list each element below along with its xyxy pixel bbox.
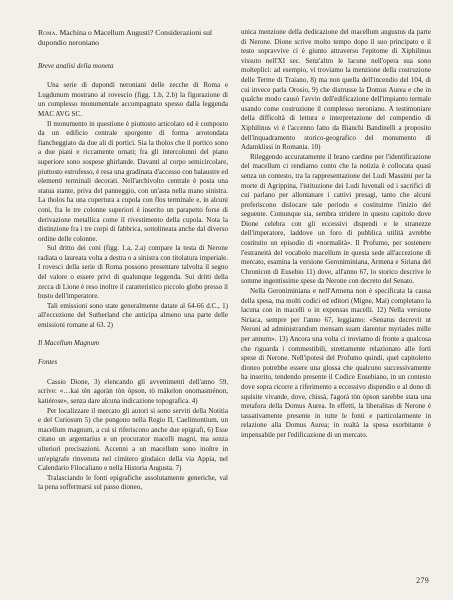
article-title-rest: Machina o Macellum Augusti? Considerazioni sul dupondio neroniano [38,28,213,47]
paragraph-analisi-4: Tali emissioni sono state generalmente datate al 64-66 d.C., 1) all'eccezione del Sutherland che anticipa almeno una parte delle emissioni romane al 63. 2) [38,301,228,330]
right-column [241,28,431,576]
two-column-body [38,28,431,576]
page-number: 279 [416,576,429,585]
paragraph-right-3: Nella Geroniminiana e nell'Armena non è specificata la causa della spesa, ma molti codici ed editori (Migne, Mai) completano la lacuna con in macelli o in expensas macelli. 12) Nella versione Siriaca, sempre per l'anno 67, leggiamo: «Senatus decrevit ut Neroni ad administrandum mensam suam darentur myriades mille per annum». 13) Ancora una volta ci troviamo di fronte a qualcosa che riguarda i commestibili, strettamente relazionato alle forti spese di Nerone. Nell'ipotesi del Profumo quindi, quel capitoletto dioneo potrebbe essere una glossa che qualcuno successivamente ha inserito, tendendo presente il Codice Eusebiano, in un contesto dove sopra ricorre a riferimento a eccessivo dispendio e al dono di squisite vivande, dove, chissà, l'agorà tòn òpson sarebbe stata una metafora della Domus Aurea. In effetti, la liberalitas di Nerone è tassativamente presente in tutte le fonti e particolarmente in relazione alla Domus Aurea; in realtà la spesa esorbitante è impensabile per l'edificazione di un mercato. [241,287,431,439]
paragraph-fontes-2: Per localizzare il mercato gli autori si sono serviti della Notitia e del Curiosum 5) che pongono nella Regio II, Caelimontium, un macellum magnum, a cui si riferiscono anche due epigrafi, 6) Esse citano un argentarius e un procurator macelli magni, ma senza ulteriori precisazioni. Accenni a un macellum sono inoltre in un'epigrafe rinvenuta nel cimitero giudaico della via Appia, nel Calendario Filocaliano e nella Historia Augusta. 7) [38,406,228,473]
paragraph-fontes-1: Cassio Dione, 3) elencando gli avvenimenti dell'anno 59, scrive: «…kai tèn agoràn tòn òpson, tò mákelon onomasménon, katiérose», senza dare alcuna indicazione topografica. 4) [38,377,228,405]
paragraph-right-2: Rileggendo accuratamente il brano cardine per l'identificazione del macellum ci rendiamo conto che la notizia è collocata quasi senza un contesto, tra la rappresentazione dei Ludi Massimi per la morte di Agrippina, l'istituzione dei Ludi Iuvenali ed i sacrifici di cui parlano per allontanare i cattivi presagi, tanto che alcuni preferiscono dislocare tale periodo e costituirne l'inizio del seguente. Comunque sia, sembra stridere in questo capitolo dove Dione celebra con gli eccessivi dispendi e le stranezze dell'imperatore, laddove un foro di pubblica utilità avrebbe costituito un episodio di «normalità». Il Profumo, per sostenere l'estraneità del vocabolo macellum in questa sede all'accezione di mercato, esamina la versione Geroniminiana, Armena e Siriana del Chronicon di Eusebio 11) dove, all'anno 67, lo storico descrive le somme ingentissime spese da Nerone con decreto del Senato. [241,152,431,286]
article-title-lead: Roma. [38,28,58,37]
paragraph-analisi-2: Il monumento in questione è piuttosto articolato ed è composto da un edificio centrale sporgente di forma arrotondata fiancheggiato da due ali di portici. Sia la tholos che il portico sono a due piani e riccamente ornati; fra gli intercolunni del piano superiore sono sospese ghirlande. Davanti al corpo semicircolare, piuttosto estrufesso, è resa una gradinata d'accesso con balaustre ed elementi terminali decorati. Nell'archivolto centrale è posta una statua stante, priva del panneggio, con un'asta nella mano sinistra. La tholos ha una copertura a cupola con flos terminale e, in alcuni coni, fra le tre colonne superiori è inserito un parapetto forse di derivazione metallica come il rivestimento della cupola. Nota la distinzione fra i tre corpi di fabbrica, sottolineata anche dal diverso ordine delle colonne. [38,119,228,243]
paragraph-right-1: unica menzione della dedicazione del macellum augustus da parte di Nerone. Dione scrive molto tempo dopo il suo principato e il testo sopravvive ci è giunto attraverso l'epitome di Xiphilinus vissuto nell'XI sec. Senz'altro le lacune nell'opera sua sono molteplici: ad esempio, vi troviamo la menzione della costruzione delle Terme di Traiano, 8) ma non quella dell'incendio del 104, di cui invece parla Orosio, 9) che distrusse la Domus Aurea e che in qualche modo causò l'avvio dell'edificazione dell'impianto termale usando come costruzione il complesso neroniano. A testimoniare della difficoltà di lettura e interpretazione del compendio di Xiphilinus vi è l'accenno fatto da Bianchi Bandinelli a proposito dell'inquadramento storico-geografico del monumento di Adamklissi in Romania. 10) [241,28,431,152]
section-heading-analisi: Breve analisi della moneta [38,61,114,70]
left-column [38,28,228,576]
paragraph-analisi-3: Sul dritto dei coni (figg. 1.a, 2.a) compare la testa di Nerone radiata o laureata volta a destra o a sinistra con titolatura imperiale. I rovesci della serie di Roma possono presentare talvolta il segno del valore o essere privi di qualunque leggenda. Sui dritti della zecca di Lione è reso inoltre il caratteristico piccolo globo presso il busto dell'imperatore. [38,244,228,301]
article-title [38,28,228,48]
paragraph-fontes-3: Tralasciando le fonti epigrafiche assolutamente generiche, val la pena soffermarsi sul passo dioneo, [38,473,228,492]
section-heading-macellum: Il Macellum Magnum [38,338,100,347]
paragraph-analisi-1: Una serie di dupondi neroniani delle zecche di Roma e Lugdunum mostrano al rovescio (figg. 1.b, 2.b) la figurazione di un complesso monumentale accompagnato spesso dalla leggenda MAC AVG SC. [38,81,228,118]
section-heading-fontes: Fontes [38,358,58,367]
